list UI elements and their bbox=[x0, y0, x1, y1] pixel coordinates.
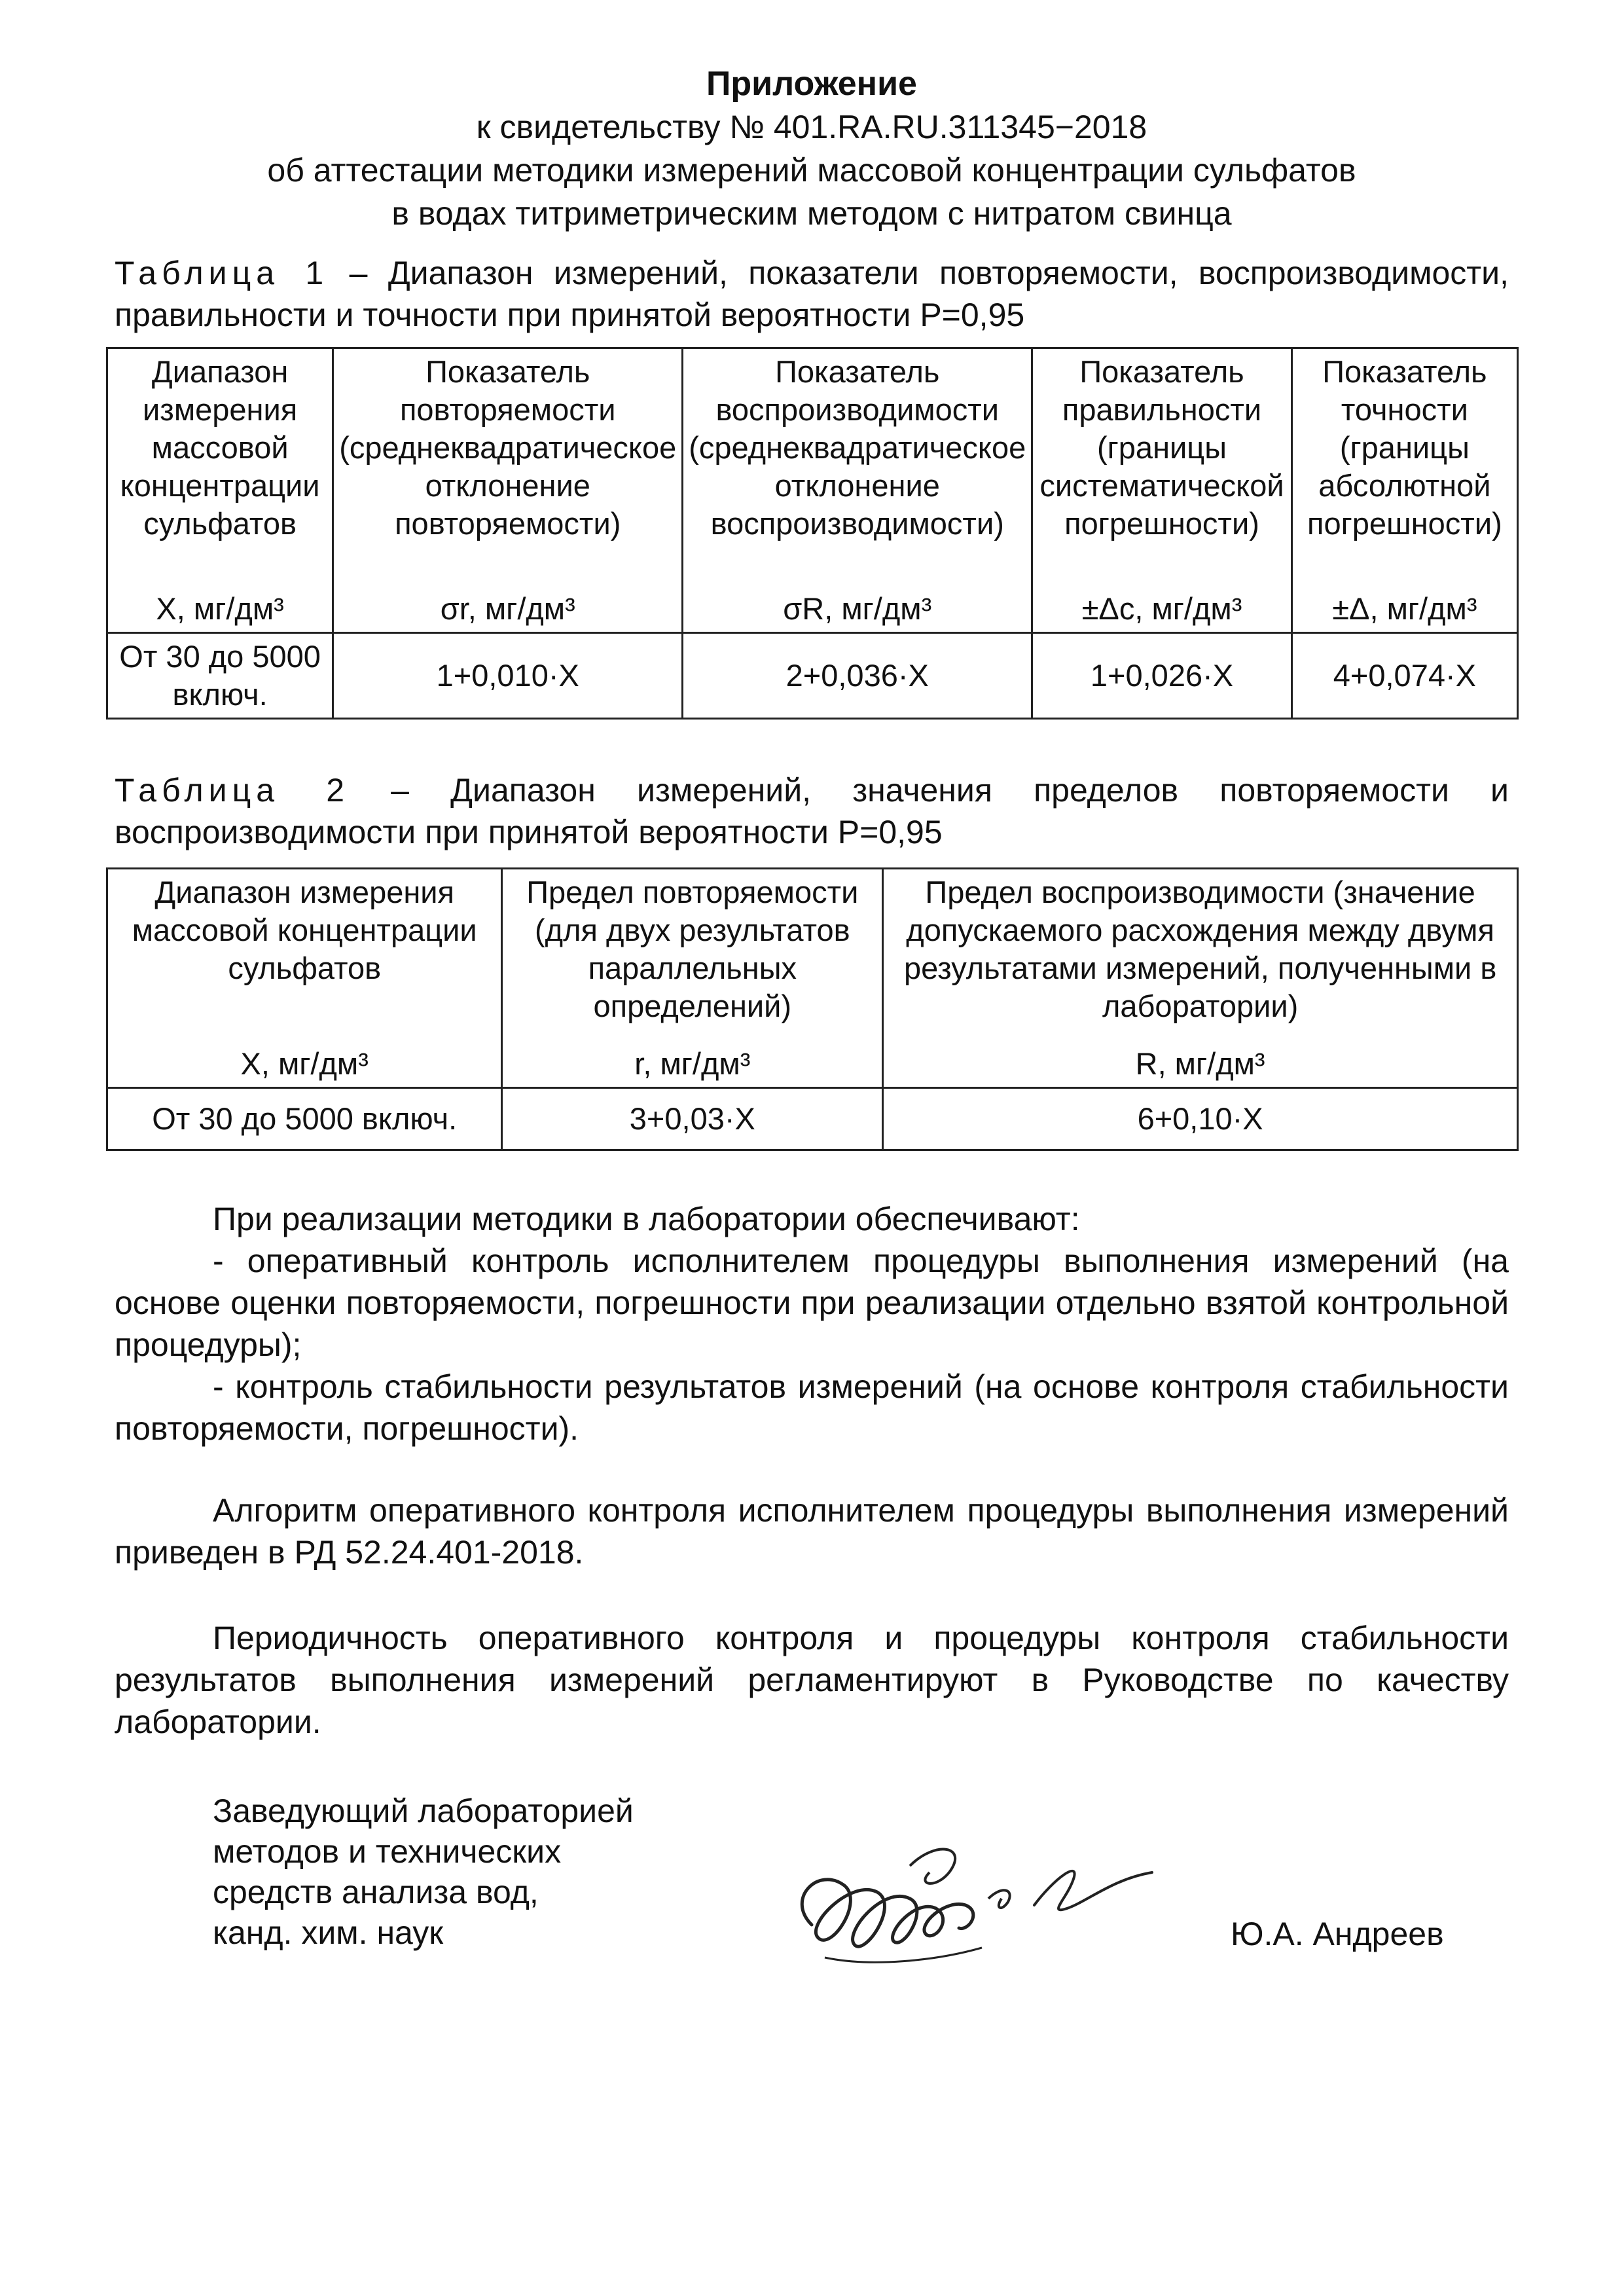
table1-cell: От 30 до 5000 включ. bbox=[107, 633, 333, 719]
requirement-item: - оперативный контроль исполнителем процедуры выполнения измерений (на основе оценки повторяемости, погрешности при реализации отдельно взятой контрольной процедуры); bbox=[115, 1243, 1509, 1363]
header-unit: X, мг/дм³ bbox=[240, 1046, 369, 1081]
header-desc: Диапазон измерения массовой концентрации сульфатов bbox=[132, 875, 477, 985]
table2-cell: 3+0,03·X bbox=[502, 1088, 883, 1150]
header-unit: σr, мг/дм³ bbox=[440, 591, 575, 626]
table2-header-cell bbox=[502, 869, 883, 1088]
table1-cell: 1+0,010·X bbox=[333, 633, 683, 719]
header-desc: Диапазон измерения массовой концентрации сульфатов bbox=[120, 354, 320, 541]
header-desc: Предел повторяемости (для двух результатов параллельных определений) bbox=[526, 875, 859, 1023]
table2-caption-lead: Таблица 2 bbox=[115, 772, 350, 809]
control-requirements bbox=[115, 1198, 1509, 1449]
signatory-line: методов и технических bbox=[213, 1833, 562, 1870]
table1-header-cell bbox=[333, 348, 683, 633]
document-header bbox=[115, 62, 1509, 235]
requirement-item: - контроль стабильности результатов измерений (на основе контроля стабильности повторяемости, погрешности). bbox=[115, 1368, 1509, 1447]
table1-header-cell bbox=[683, 348, 1032, 633]
table1-cell: 1+0,026·X bbox=[1032, 633, 1292, 719]
header-desc: Предел воспроизводимости (значение допускаемого расхождения между двумя результатами измерений, полученными в лаборатории) bbox=[903, 875, 1497, 1023]
table2-cell: 6+0,10·X bbox=[883, 1088, 1518, 1150]
appendix-title: Приложение bbox=[706, 65, 917, 103]
table1-caption-lead: Таблица 1 bbox=[115, 255, 329, 291]
table2-header-row bbox=[107, 869, 1518, 1088]
signatory-line: канд. хим. наук bbox=[213, 1914, 444, 1951]
header-unit: ±Δ, мг/дм³ bbox=[1332, 591, 1477, 626]
periodicity-paragraph: Периодичность оперативного контроля и процедуры контроля стабильности результатов выполнения измерений регламентируют в Руководстве по качеству лаборатории. bbox=[115, 1620, 1509, 1740]
table-row bbox=[107, 633, 1518, 719]
table1-caption-text: – Диапазон измерений, показатели повторяемости, воспроизводимости, правильности и точности при принятой вероятности Р=0,95 bbox=[115, 255, 1509, 333]
header-desc: Показатель точности (границы абсолютной погрешности) bbox=[1307, 354, 1502, 541]
header-desc: Показатель правильности (границы систематической погрешности) bbox=[1039, 354, 1284, 541]
signatory-name: Ю.А. Андреев bbox=[1231, 1916, 1444, 1952]
handwritten-signature bbox=[772, 1827, 1191, 1984]
table2-header-cell bbox=[883, 869, 1518, 1088]
table1-cell: 4+0,074·X bbox=[1291, 633, 1517, 719]
table2-header-cell bbox=[107, 869, 502, 1088]
signatory-title bbox=[213, 1791, 634, 1953]
table1-cell: 2+0,036·X bbox=[683, 633, 1032, 719]
header-unit: σR, мг/дм³ bbox=[783, 591, 932, 626]
table1-caption bbox=[115, 252, 1509, 336]
header-unit: R, мг/дм³ bbox=[1135, 1046, 1265, 1081]
header-unit: ±Δc, мг/дм³ bbox=[1081, 591, 1242, 626]
table2 bbox=[106, 867, 1519, 1151]
table1-header-row bbox=[107, 348, 1518, 633]
signatory-line: Заведующий лабораторией bbox=[213, 1793, 634, 1829]
subject-line-2: в водах титриметрическим методом с нитратом свинца bbox=[391, 195, 1232, 232]
requirements-intro: При реализации методики в лаборатории обеспечивают: bbox=[213, 1201, 1080, 1237]
table1-header-cell bbox=[107, 348, 333, 633]
table2-cell: От 30 до 5000 включ. bbox=[107, 1088, 502, 1150]
table1-header-cell bbox=[1291, 348, 1517, 633]
header-unit: X, мг/дм³ bbox=[156, 591, 284, 626]
table-row bbox=[107, 1088, 1518, 1150]
algorithm-paragraph: Алгоритм оперативного контроля исполнителем процедуры выполнения измерений приведен в РД 52.24.401-2018. bbox=[115, 1492, 1509, 1571]
signatory-line: средств анализа вод, bbox=[213, 1874, 539, 1910]
header-desc: Показатель воспроизводимости (среднеквадратическое отклонение воспроизводимости) bbox=[689, 354, 1026, 541]
table1-header-cell bbox=[1032, 348, 1292, 633]
table2-caption bbox=[115, 769, 1509, 853]
header-unit: r, мг/дм³ bbox=[634, 1046, 751, 1081]
table1 bbox=[106, 347, 1519, 720]
certificate-line: к свидетельству № 401.RA.RU.311345−2018 bbox=[476, 109, 1147, 145]
header-desc: Показатель повторяемости (среднеквадратическое отклонение повторяемости) bbox=[339, 354, 677, 541]
table2-caption-text: – Диапазон измерений, значения пределов повторяемости и воспроизводимости при принятой вероятности Р=0,95 bbox=[115, 772, 1509, 850]
subject-line: об аттестации методики измерений массовой концентрации сульфатов bbox=[267, 152, 1356, 189]
